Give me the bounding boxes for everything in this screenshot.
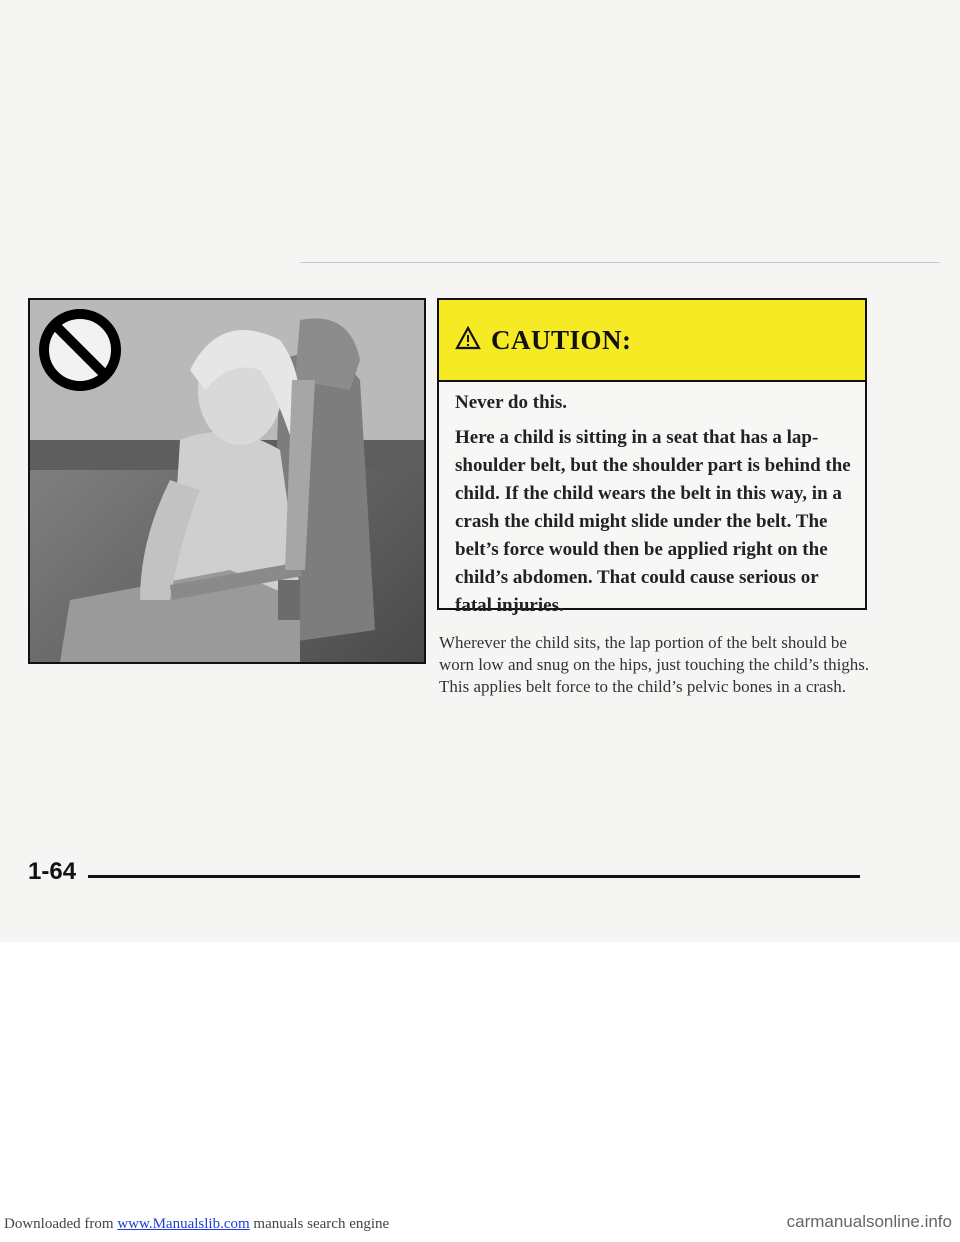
caution-first-line: Never do this. (455, 392, 568, 413)
child-seatbelt-photo (28, 298, 426, 664)
bottom-rule (88, 875, 860, 878)
caution-text: Here a child is sitting in a seat that has a lap-shoulder belt, but the shoulder part is behind the child. If the child wears the belt in this way, in a crash the child might slide under the belt. The belt’s force would then be applied right on the child’s abdomen. That could cause serious or fatal injuries. (455, 427, 851, 616)
watermark-text: carmanualsonline.info (786, 1212, 952, 1231)
page-number: 1-64 (28, 858, 77, 885)
prohibited-icon (44, 314, 116, 386)
footer-suffix: manuals search engine (253, 1216, 390, 1232)
caution-header (439, 300, 865, 382)
caution-box (437, 298, 867, 616)
download-footer (4, 1216, 389, 1233)
footer-prefix: Downloaded from (4, 1216, 114, 1232)
caution-title: CAUTION: (491, 324, 632, 355)
top-rule (300, 262, 940, 263)
caution-body (439, 382, 865, 620)
warning-triangle-icon (455, 326, 481, 355)
body-paragraph: Wherever the child sits, the lap portion of the belt should be worn low and snug on the hips, just touching the child’s thighs. This applies belt force to the child’s pelvic bones in a crash. (439, 633, 870, 696)
manualslib-link[interactable]: www.Manualslib.com (117, 1216, 250, 1232)
